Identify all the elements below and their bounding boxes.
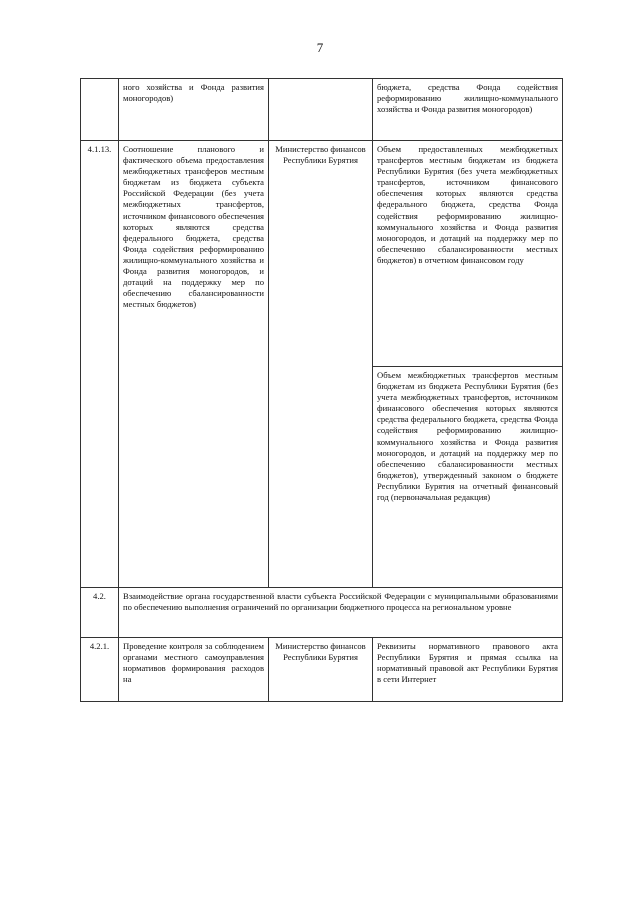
source-cell: Объем межбюджетных трансфертов местным бюджетам из бюджета Республики Бурятия (без учета межбюджетных трансфертов, источником финансового обеспечения которых являются средства федерального бюджета, средства Фонда содействия реформированию жилищно-коммунального хозяйства и Фонда развития моногородов, и дотаций на поддержку мер по обеспечению сбалансированности местных бюджетов), утвержденный законом о бюджете Республики Бурятия на отчетный финансовый год (первоначальная редакция) [373,367,563,588]
row-number-cell: 4.1.13. [81,141,119,588]
responsible-cell: Министерство финансов Республики Бурятия [269,638,373,702]
source-cell: Реквизиты нормативного правового акта Республики Бурятия и прямая ссылка на нормативный правовой акт Республики Бурятия в сети Интернет [373,638,563,702]
section-heading-cell: Взаимодействие органа государственной власти субъекта Российской Федерации с муниципальными образованиями по обеспечению выполнения ограничений по организации бюджетного процесса на региональном уровне [119,588,563,638]
indicator-cell: Проведение контроля за соблюдением органами местного самоуправления нормативов формирования расходов на [119,638,269,702]
source-cell: бюджета, средства Фонда содействия реформированию жилищно-коммунального хозяйства и Фонда развития моногородов) [373,79,563,141]
table-row [81,79,563,141]
indicator-cell: ного хозяйства и Фонда развития моногородов) [119,79,269,141]
indicator-cell: Соотношение планового и фактического объема предоставления межбюджетных трансферов местным бюджетам из бюджета субъекта Российской Федерации (без учета межбюджетных трансфертов, источником финансового обеспечения которых являются средства федерального бюджета, средства Фонда содействия реформированию жилищно-коммунального хозяйства и Фонда развития моногородов, и дотаций на поддержку мер по обеспечению сбалансированности местных бюджетов) [119,141,269,588]
page-number: 7 [316,40,324,55]
row-number-cell [81,79,119,141]
row-number-cell: 4.2.1. [81,638,119,702]
responsible-cell: Министерство финансов Республики Бурятия [269,141,373,588]
indicators-table [80,78,563,702]
table-row [81,588,563,638]
responsible-cell [269,79,373,141]
row-number-cell: 4.2. [81,588,119,638]
table-row [81,141,563,367]
table-row [81,638,563,702]
source-cell: Объем предоставленных межбюджетных трансфертов местным бюджетам из бюджета Республики Бурятия (без учета межбюджетных трансфертов, источником финансового обеспечения которых являются средства федерального бюджета, средства Фонда содействия реформированию жилищно-коммунального хозяйства и Фонда развития моногородов, и дотаций на поддержку мер по обеспечению сбалансированности местных бюджетов) в отчетном финансовом году [373,141,563,367]
